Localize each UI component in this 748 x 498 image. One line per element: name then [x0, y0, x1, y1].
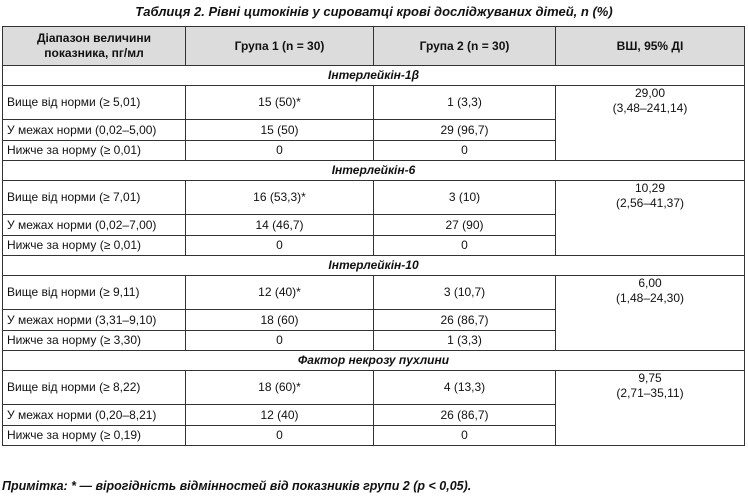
group2-value: 26 (86,7) [374, 310, 556, 331]
header-range: Діапазон величини показника, пг/мл [3, 27, 186, 66]
group2-value: 0 [374, 426, 556, 446]
group2-value: 3 (10) [374, 181, 556, 215]
section-title: Інтерлейкін-10 [3, 256, 745, 276]
or-value: 10,29 [634, 181, 666, 195]
section-title: Фактор некрозу пухлини [3, 351, 745, 371]
or-ci: (2,56–41,37) [615, 196, 685, 210]
section-title: Інтерлейкін-6 [3, 161, 745, 181]
header-or: ВШ, 95% ДІ [556, 27, 745, 66]
group1-value: 0 [186, 141, 374, 161]
group1-value: 18 (60) [186, 310, 374, 331]
row-label: Вище від норми (≥ 5,01) [3, 86, 186, 120]
row-label: Нижче за норму (≥ 0,01) [3, 236, 186, 256]
header-group1: Група 1 (n = 30) [186, 27, 374, 66]
table-row [3, 371, 745, 405]
table-caption: Таблиця 2. Рівні цитокінів у сироватці крові досліджуваних дітей, n (%) [135, 4, 613, 19]
group1-value: 15 (50) [186, 120, 374, 141]
group1-value: 0 [186, 426, 374, 446]
group1-value: 12 (40) [186, 405, 374, 426]
row-label: Нижче за норму (≥ 0,01) [3, 141, 186, 161]
group2-value: 4 (13,3) [374, 371, 556, 405]
table-row [3, 181, 745, 215]
or-ci: (3,48–241,14) [612, 101, 688, 115]
or-value: 29,00 [634, 86, 666, 100]
group2-value: 27 (90) [374, 215, 556, 236]
table-row [3, 276, 745, 310]
group2-value: 1 (3,3) [374, 86, 556, 120]
table-row [3, 86, 745, 120]
group1-value: 18 (60)* [186, 371, 374, 405]
header-group2: Група 2 (n = 30) [374, 27, 556, 66]
or-value: 9,75 [638, 371, 662, 385]
row-label: Вище від норми (≥ 9,11) [3, 276, 186, 310]
cytokine-table [2, 26, 745, 446]
group2-value: 26 (86,7) [374, 405, 556, 426]
group1-value: 16 (53,3)* [186, 181, 374, 215]
row-label: У межах норми (3,31–9,10) [3, 310, 186, 331]
section-title: Інтерлейкін-1β [3, 66, 745, 86]
row-label: Нижче за норму (≥ 0,19) [3, 426, 186, 446]
header-row [3, 27, 745, 66]
row-label: У межах норми (0,02–5,00) [3, 120, 186, 141]
section-row [3, 351, 745, 371]
group2-value: 29 (96,7) [374, 120, 556, 141]
table-footnote: Примітка: * — вірогідність відмінностей від показників групи 2 (р < 0,05). [2, 479, 472, 493]
group2-value: 3 (10,7) [374, 276, 556, 310]
group1-value: 0 [186, 331, 374, 351]
or-cell [556, 276, 745, 351]
row-label: У межах норми (0,02–7,00) [3, 215, 186, 236]
row-label: Нижче за норму (≥ 3,30) [3, 331, 186, 351]
or-ci: (2,71–35,11) [616, 386, 684, 400]
or-value: 6,00 [638, 276, 662, 290]
section-row [3, 161, 745, 181]
group2-value: 0 [374, 236, 556, 256]
or-cell [556, 86, 745, 161]
group1-value: 0 [186, 236, 374, 256]
group2-value: 1 (3,3) [374, 331, 556, 351]
or-ci: (1,48–24,30) [615, 291, 685, 305]
or-cell [556, 371, 745, 446]
group1-value: 14 (46,7) [186, 215, 374, 236]
row-label: Вище від норми (≥ 8,22) [3, 371, 186, 405]
group2-value: 0 [374, 141, 556, 161]
or-cell [556, 181, 745, 256]
row-label: Вище від норми (≥ 7,01) [3, 181, 186, 215]
section-row [3, 256, 745, 276]
row-label: У межах норми (0,20–8,21) [3, 405, 186, 426]
section-row [3, 66, 745, 86]
group1-value: 15 (50)* [186, 86, 374, 120]
group1-value: 12 (40)* [186, 276, 374, 310]
